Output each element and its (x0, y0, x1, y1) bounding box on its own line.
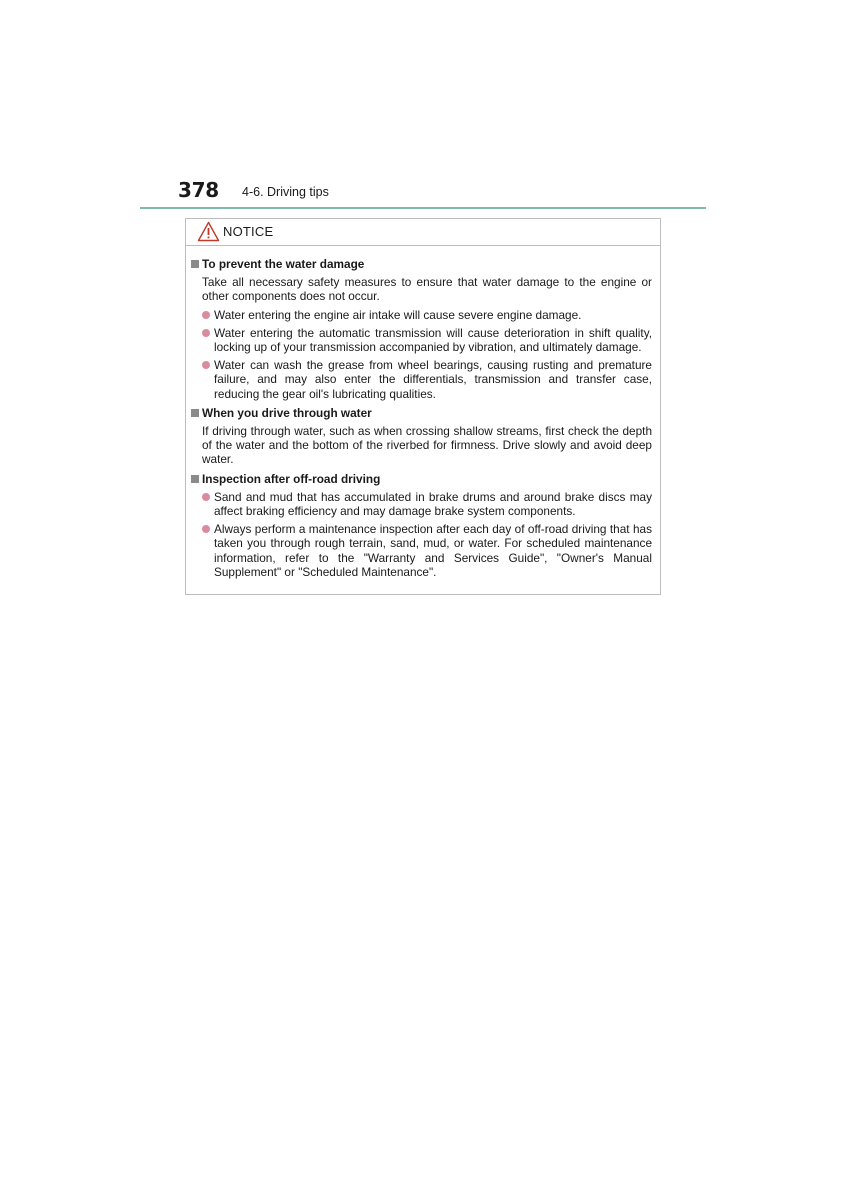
bullet-dot-icon (202, 329, 210, 337)
section-heading-drive-through-water: When you drive through water (186, 406, 660, 420)
warning-triangle-icon (197, 221, 220, 242)
list-item: Water can wash the grease from wheel bearings, causing rusting and premature failure, and may also enter the differentials, transmission and transfer case, reducing the gear oil's lubricating qualities. (186, 358, 660, 401)
bullet-dot-icon (202, 525, 210, 533)
notice-box (185, 218, 661, 595)
notice-label: NOTICE (223, 224, 274, 239)
list-item: Sand and mud that has accumulated in brake drums and around brake discs may affect braking efficiency and may damage brake system components. (186, 490, 660, 518)
paragraph: Take all necessary safety measures to ensure that water damage to the engine or other components does not occur. (202, 275, 652, 304)
section-heading-off-road-inspection: Inspection after off-road driving (186, 472, 660, 486)
page-header (178, 178, 706, 208)
header-rule (140, 207, 706, 209)
square-marker-icon (191, 260, 199, 268)
notice-content (186, 255, 660, 579)
bullet-dot-icon (202, 311, 210, 319)
section-title: 4-6. Driving tips (242, 185, 329, 199)
paragraph: If driving through water, such as when crossing shallow streams, first check the depth of the water and the bottom of the riverbed for firmness. Drive slowly and avoid deep water. (202, 424, 652, 467)
square-marker-icon (191, 409, 199, 417)
bullet-dot-icon (202, 361, 210, 369)
page-number: 378 (178, 178, 219, 202)
notice-header (186, 219, 660, 246)
section-heading-water-damage: To prevent the water damage (186, 257, 660, 271)
list-item: Always perform a maintenance inspection after each day of off-road driving that has taken you through rough terrain, sand, mud, or water. For scheduled maintenance information, refer to the "Warranty and Services Guide", "Owner's Manual Supplement" or "Scheduled Maintenance". (186, 522, 660, 579)
list-item: Water entering the engine air intake will cause severe engine damage. (186, 308, 660, 322)
square-marker-icon (191, 475, 199, 483)
bullet-dot-icon (202, 493, 210, 501)
list-item: Water entering the automatic transmission will cause deterioration in shift quality, locking up of your transmission accompanied by vibration, and ultimately damage. (186, 326, 660, 354)
